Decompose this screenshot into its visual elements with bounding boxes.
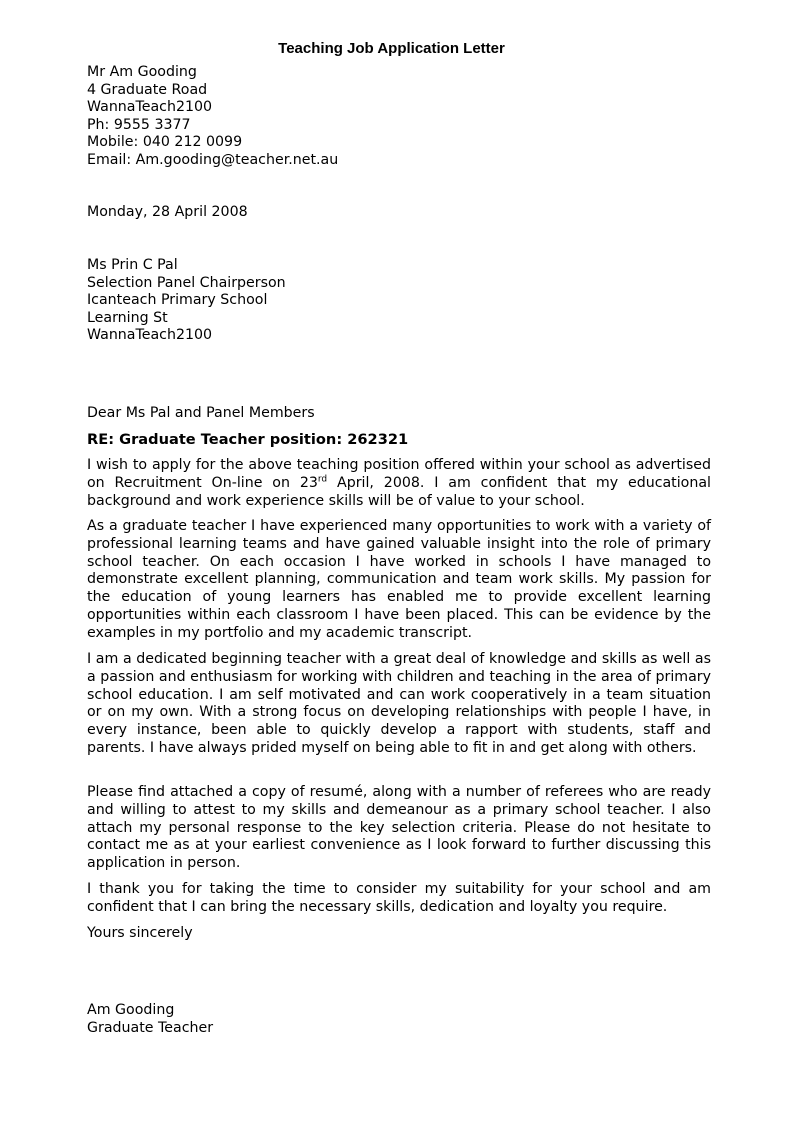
signature-name: Am Gooding — [87, 1002, 175, 1018]
ordinal-suffix: rd — [317, 474, 328, 485]
signature-block — [87, 1002, 711, 1037]
recipient-school: Icanteach Primary School — [87, 292, 268, 309]
recipient-address — [87, 257, 711, 345]
date-text: Monday, 28 April 2008 — [87, 204, 248, 220]
sender-street: 4 Graduate Road — [87, 81, 208, 98]
sender-name: Mr Am Gooding — [87, 64, 197, 80]
sender-suburb: WannaTeach2100 — [87, 99, 213, 116]
paragraph-experience: As a graduate teacher I have experienced many opportunities to work with a variety of professional learning teams and have gained valuable insight into the role of primary school teacher. On each occasion I have worked in schools I have managed to demonstrate excellent planning, communication and team work skills. My passion for the education of young learners has enabled me to provide excellent learning opportunities within each classroom I have been placed. This can be evidence by the examples in my portfolio and my academic transcript. — [87, 518, 711, 641]
recipient-name: Ms Prin C Pal — [87, 257, 178, 273]
subject-line: RE: Graduate Teacher position: 262321 — [87, 431, 409, 448]
paragraph-qualities: I am a dedicated beginning teacher with a great deal of knowledge and skills as well as a passion and enthusiasm for working with children and teaching in the area of primary school education. I am self motivated and can work cooperatively in a team situation or on my own. With a strong focus on developing relationships with people I have, in every instance, been able to quickly develop a rapport with students, staff and parents. I have always prided myself on being able to fit in and get along with others. — [87, 651, 711, 756]
paragraph-intro — [87, 457, 711, 510]
recipient-street: Learning St — [87, 309, 168, 326]
salutation — [87, 405, 711, 423]
paragraph-thanks: I thank you for taking the time to consider my suitability for your school and am confident that I can bring the necessary skills, dedication and loyalty you require. — [87, 881, 711, 915]
paragraph-intro-before: I wish to apply for the above teaching position offered within your school as advertised on Recruitment On-line on 23 — [87, 457, 711, 491]
salutation-text: Dear Ms Pal and Panel Members — [87, 405, 315, 421]
signature-role: Graduate Teacher — [87, 1019, 214, 1036]
paragraph-intro-after: April, 2008. I am confident that my educational background and work experience skills will be of value to your school. — [87, 474, 711, 509]
closing-text: Yours sincerely — [87, 925, 193, 941]
paragraph-attachments: Please find attached a copy of resumé, along with a number of referees who are ready and willing to attest to my skills and demeanour as a primary school teacher. I also attach my personal response to the key selection criteria. Please do not hesitate to contact me as at your earliest convenience as I look forward to further discussing this application in person. — [87, 784, 711, 871]
recipient-suburb: WannaTeach2100 — [87, 327, 213, 344]
sender-mobile: Mobile: 040 212 0099 — [87, 134, 243, 151]
recipient-title: Selection Panel Chairperson — [87, 274, 286, 291]
letter-date — [87, 204, 711, 222]
sender-phone: Ph: 9555 3377 — [87, 116, 191, 133]
closing — [87, 925, 711, 943]
letter-title: Teaching Job Application Letter — [278, 40, 505, 57]
sender-address — [87, 64, 711, 170]
sender-email: Email: Am.gooding@teacher.net.au — [87, 151, 339, 168]
